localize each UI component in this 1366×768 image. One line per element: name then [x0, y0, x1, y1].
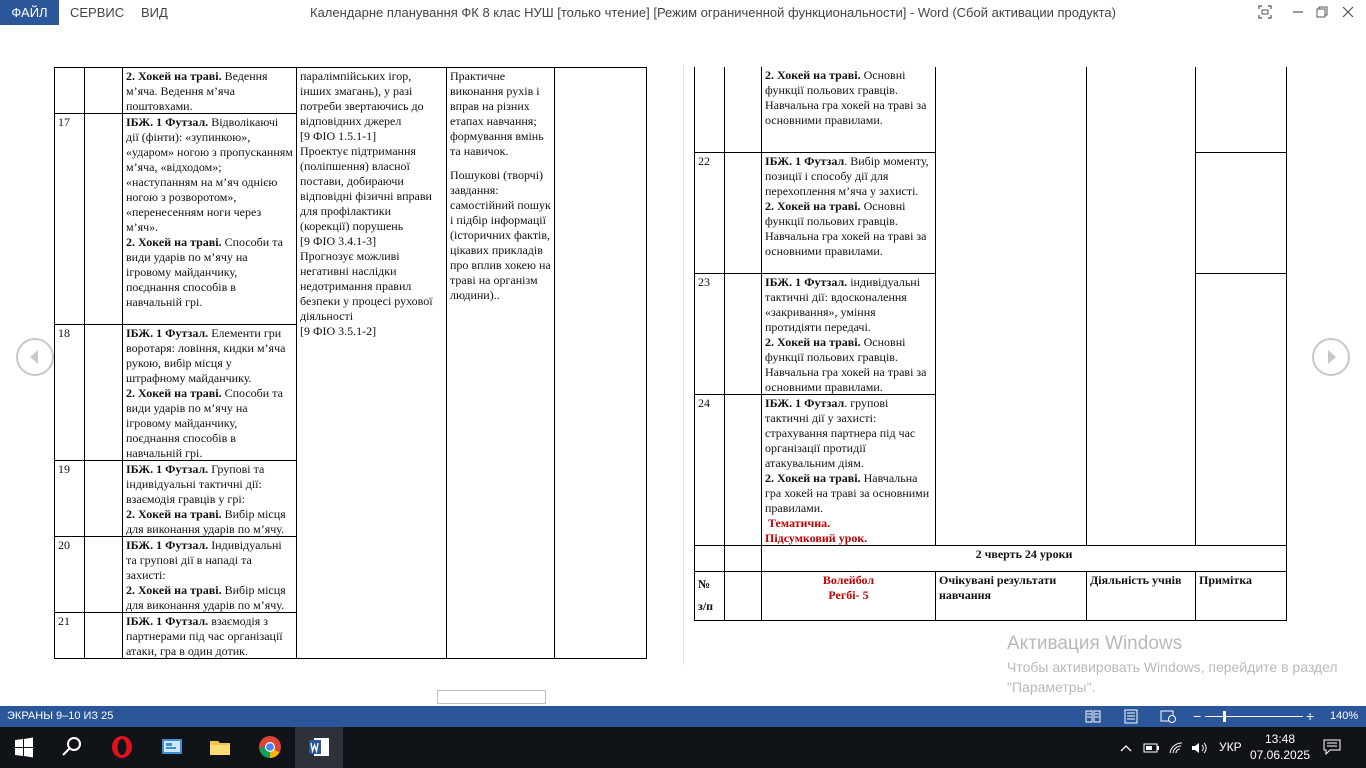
topic-text: Способи та види ударів по м’ячу на ігровому майданчику, поєднання способів в навчальній грі. — [126, 235, 283, 309]
topic-text: Способи та види ударів по м’ячу на ігровому майданчику, поєднання способів в навчальній грі. — [126, 386, 283, 460]
header-topic-volleyball: Волейбол — [822, 573, 875, 587]
right-page — [694, 60, 1287, 622]
topic-bold: ІБЖ. 1 Футзал. — [126, 462, 209, 476]
table-cell-num — [54, 324, 85, 461]
quarter-heading: 2 чверть 24 уроки — [975, 547, 1073, 561]
web-layout-icon[interactable] — [1160, 709, 1176, 724]
topic-bold: ІБЖ. 1 Футзал. — [126, 538, 209, 552]
zoom-level[interactable]: 140% — [1330, 710, 1359, 722]
arrow-left-icon — [27, 349, 43, 365]
table-cell-topic — [122, 460, 297, 537]
topic-bold: ІБЖ. 1 Футзал. — [126, 614, 209, 628]
topic-bold: ІБЖ. 1 Футзал. — [126, 115, 209, 129]
file-explorer-taskbar-button[interactable] — [196, 727, 244, 768]
table-cell-results: паралімпійських ігор, інших змагань), у разі потреби звертаючись до відповідних джерел [9 ФІО 1.5.1-1] Проектує підтримання (поліпшення) власної постави, добираючи відповідні фізичні вправи для профілактики (корекції) порушень [9 ФІО 3.4.1-3] Прогнозує можливі негативні наслідки недотримання правил безпеки у процесі рухової діяльності [9 ФІО 3.5.1-2] — [296, 67, 447, 659]
horizontal-scrollbar[interactable] — [437, 690, 546, 704]
table-cell-note — [1195, 67, 1287, 153]
topic-text: Основні функції польових гравців. Навчальна гра хокей на траві за основними правилами. — [765, 335, 927, 394]
topic-text: Елементи гри воротаря: ловіння, кидки м’яча рукою, вибір місця у штрафному майданчику. — [126, 326, 286, 385]
header-results: Очікувані результати навчання — [939, 573, 1057, 602]
table-cell — [84, 324, 123, 461]
table-cell — [84, 612, 123, 659]
table-cell-results — [935, 67, 1087, 546]
topic-text: . Вибір моменту, позиції і способу дії для перехоплення м’яча у захисті. — [765, 154, 929, 198]
zoom-out-button[interactable]: − — [1193, 708, 1202, 724]
table-cell-num — [694, 394, 725, 546]
table-cell-topic — [761, 67, 936, 153]
word-taskbar-button[interactable] — [295, 727, 343, 768]
table-cell-note — [1195, 273, 1287, 546]
chrome-taskbar-button[interactable] — [246, 727, 294, 768]
screen-count: ЭКРАНЫ 9–10 ИЗ 25 — [7, 710, 114, 722]
table-cell — [84, 113, 123, 325]
print-layout-icon[interactable] — [1123, 709, 1139, 724]
header-num: № — [698, 577, 711, 591]
topic-bold: 2. Хокей на траві. — [765, 471, 861, 485]
table-cell-activity — [446, 67, 555, 659]
battery-icon[interactable] — [1143, 727, 1161, 768]
activation-watermark-title: Активация Windows — [1007, 633, 1183, 654]
topic-text: Основні функції польових гравців. Навчальна гра хокей на траві за основними правилами. — [765, 68, 927, 127]
row-number: 22 — [698, 154, 710, 168]
table-cell — [724, 273, 762, 395]
fullscreen-icon[interactable] — [1257, 4, 1273, 20]
read-mode-icon[interactable] — [1085, 709, 1101, 724]
row-number: 19 — [58, 462, 70, 476]
chrome-icon — [258, 735, 282, 759]
topic-bold: ІБЖ. 1 Футзал — [765, 396, 845, 410]
topic-bold: 2. Хокей на траві. — [765, 335, 861, 349]
topic-text: Вибір місця для виконання ударів по м’ячу. — [126, 507, 286, 536]
zoom-in-button[interactable]: + — [1306, 708, 1315, 724]
title-bar — [0, 0, 1366, 26]
table-cell-activity — [1086, 67, 1196, 546]
topic-bold: 2. Хокей на траві. — [126, 235, 222, 249]
header-results-cell — [935, 571, 1087, 621]
windows-logo-icon — [12, 735, 36, 759]
menu-file[interactable]: ФАЙЛ — [0, 0, 59, 25]
activity-text: Практичне виконання рухів і вправ на різних етапах навчання; формування вмінь та навичок. — [450, 69, 544, 158]
table-cell — [694, 545, 725, 572]
table-cell-note — [1195, 152, 1287, 274]
topic-text: Відволікаючі дії (фінти): «зупинкою», «ударом» ногою з пропусканням м’яча, «відходом»; «наступанням на м’яч однією ногою з розворотом», «перенесенням ноги через м’яч». — [126, 115, 293, 234]
row-number: 23 — [698, 275, 710, 289]
table-cell — [724, 545, 762, 572]
topic-bold: 2. Хокей на траві. — [126, 69, 222, 83]
clock-time: 13:48 — [1264, 732, 1296, 746]
topic-bold: 2. Хокей на траві. — [126, 583, 222, 597]
table-cell-topic — [122, 67, 297, 114]
table-cell — [724, 394, 762, 546]
menu-service[interactable]: СЕРВИС — [70, 5, 125, 20]
header-activity: Діяльність учнів — [1090, 573, 1182, 587]
row-number: 17 — [58, 115, 70, 129]
table-cell-num — [54, 536, 85, 613]
table-cell — [724, 152, 762, 274]
table-cell-topic — [122, 536, 297, 613]
header-num-cell — [694, 571, 725, 621]
start-button[interactable] — [0, 727, 48, 768]
table-cell-num — [694, 273, 725, 395]
table-cell-num — [694, 67, 725, 153]
table-cell — [84, 67, 123, 114]
table-cell — [724, 571, 762, 621]
final-lesson-label: Підсумковий урок. — [765, 531, 868, 545]
row-number: 18 — [58, 326, 70, 340]
row-number: 21 — [58, 614, 70, 628]
topic-text: Групові та індивідуальні тактичні дії: взаємодія гравців у грі: — [126, 462, 265, 506]
next-screen-button[interactable] — [1312, 338, 1350, 376]
table-cell — [84, 536, 123, 613]
windows-taskbar — [0, 727, 1366, 768]
quarter-heading-cell — [761, 545, 1287, 572]
search-button[interactable] — [48, 727, 96, 768]
row-number: 24 — [698, 396, 710, 410]
activation-watermark-text: Чтобы активировать Windows, перейдите в раздел "Параметры". — [1007, 659, 1338, 695]
table-cell-num — [54, 460, 85, 537]
page-divider — [683, 65, 684, 665]
topic-text: індивідуальні тактичні дії: вдосконалення «закривання», уміння протидіяти передачі. — [765, 275, 921, 334]
table-cell-topic — [761, 394, 936, 546]
header-num-sub: з/п — [698, 599, 714, 613]
arrow-right-icon — [1323, 349, 1339, 365]
header-activity-cell — [1086, 571, 1196, 621]
header-topic-cell — [761, 571, 936, 621]
topic-text: взаємодія з партнерами під час організації атаки, гра в один дотик. — [126, 614, 283, 658]
header-note-cell — [1195, 571, 1287, 621]
status-bar — [0, 706, 1366, 727]
table-cell-topic — [761, 273, 936, 395]
search-icon — [60, 735, 84, 759]
header-topic-rugby: Регбі- 5 — [828, 588, 869, 602]
table-cell-num — [694, 152, 725, 274]
restore-icon[interactable] — [1314, 4, 1330, 20]
volume-icon[interactable] — [1191, 727, 1209, 768]
header-note: Примітка — [1199, 573, 1253, 587]
activity-text: Пошукові (творчі) завдання: самостійний пошук і підбір інформації (історичних фактів, цікавих прикладів про вплив хокею на траві на організм людини).. — [450, 168, 551, 302]
clock-date: 07.06.2025 — [1250, 748, 1311, 762]
table-cell — [724, 67, 762, 153]
close-icon[interactable] — [1340, 4, 1356, 20]
thematic-label: Тематична. — [768, 516, 831, 530]
zoom-slider-thumb[interactable] — [1223, 711, 1226, 722]
topic-bold: ІБЖ. 1 Футзал. — [126, 326, 209, 340]
left-page — [54, 60, 647, 660]
notifications-icon[interactable] — [1323, 727, 1341, 768]
input-language[interactable]: УКР — [1219, 740, 1242, 754]
table-cell-topic — [122, 324, 297, 461]
topic-bold: 2. Хокей на траві. — [126, 386, 222, 400]
topic-text: Ведення м’яча. Ведення м’яча поштовхами. — [126, 69, 268, 113]
topic-text: Навчальна гра хокей на траві за основними правилами. — [765, 471, 930, 515]
topic-text: Основні функції польових гравців. Навчальна гра хокей на траві за основними правилами. — [765, 199, 927, 258]
control-panel-taskbar-button[interactable] — [148, 727, 196, 768]
opera-icon — [110, 735, 134, 759]
topic-text: Індивідуальні та групові дії в нападі та захисті: — [126, 538, 282, 582]
row-number: 20 — [58, 538, 70, 552]
topic-bold: 2. Хокей на траві. — [765, 68, 861, 82]
control-panel-icon — [160, 735, 184, 759]
table-cell-topic — [122, 612, 297, 659]
topic-text: Вибір місця для виконання ударів по м’ячу. — [126, 583, 286, 612]
zoom-slider[interactable] — [1205, 716, 1303, 717]
tray-chevron-icon[interactable] — [1119, 727, 1133, 768]
table-cell-num — [54, 612, 85, 659]
minimize-icon[interactable] — [1290, 4, 1306, 20]
table-cell-num — [54, 113, 85, 325]
document-title: Календарне планування ФК 8 клас НУШ [только чтение] [Режим ограниченной функциональности] - Word (Сбой активации продукта) — [310, 5, 1116, 20]
table-cell — [84, 460, 123, 537]
table-cell-note — [554, 67, 647, 659]
topic-bold: ІБЖ. 1 Футзал. — [765, 275, 848, 289]
wifi-icon[interactable] — [1168, 727, 1184, 768]
topic-bold: 2. Хокей на траві. — [126, 507, 222, 521]
table-cell-topic — [122, 113, 297, 325]
table-cell-num — [54, 67, 85, 114]
table-cell-topic — [761, 152, 936, 274]
word-icon — [307, 735, 331, 759]
topic-bold: 2. Хокей на траві. — [765, 199, 861, 213]
folder-icon — [208, 735, 232, 759]
previous-screen-button[interactable] — [16, 338, 54, 376]
topic-text: . групові тактичні дії у захисті: страхування партнера під час організації протидії атакувальним діям. — [765, 396, 916, 470]
menu-view[interactable]: ВИД — [141, 5, 168, 20]
clock[interactable] — [1250, 731, 1310, 763]
topic-bold: ІБЖ. 1 Футзал — [765, 154, 845, 168]
opera-taskbar-button[interactable] — [98, 727, 146, 768]
